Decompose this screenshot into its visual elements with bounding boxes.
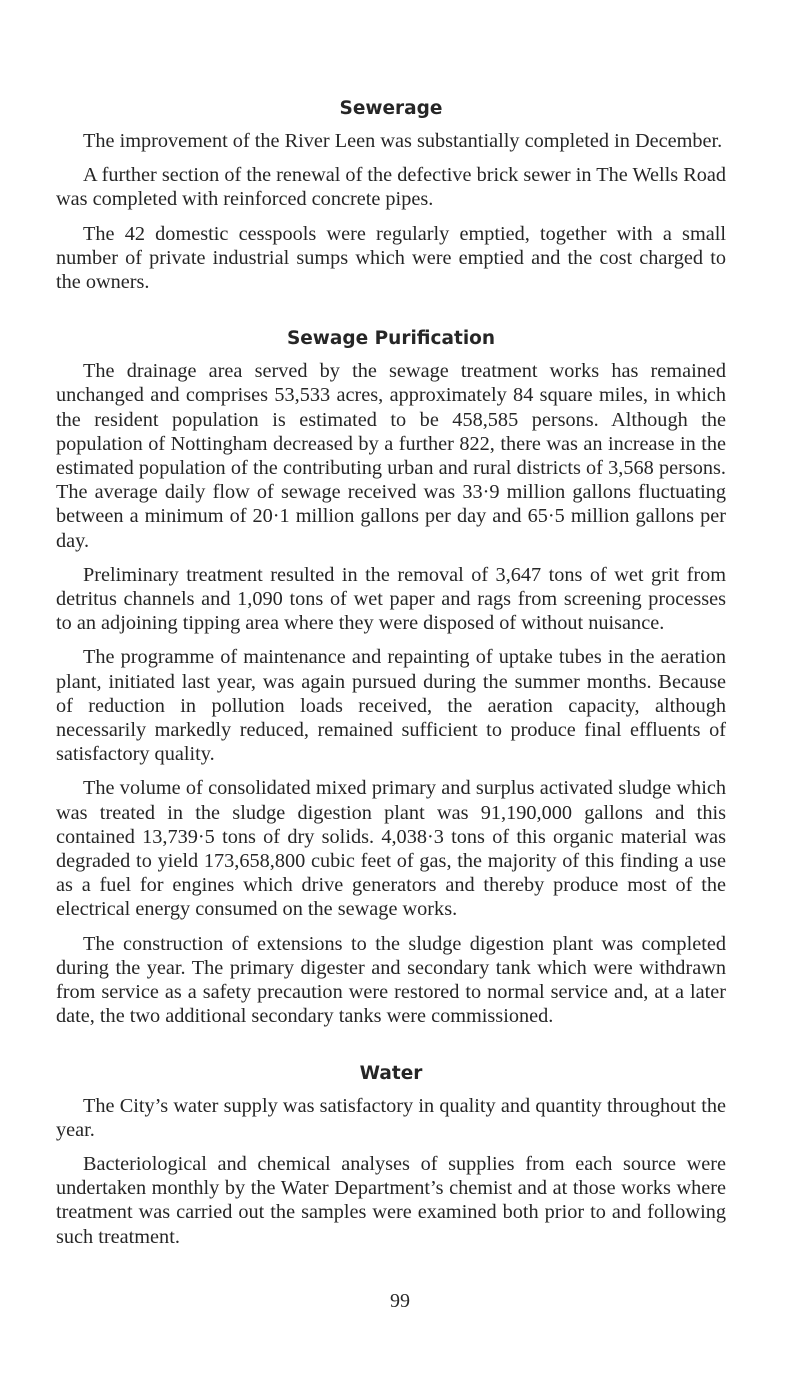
- paragraph: The City’s water supply was satisfactory in quality and quantity throughout the year.: [56, 1094, 726, 1141]
- paragraph: Bacteriological and chemical analyses of supplies from each source were undertaken monthly by the Water Department’s chemist and at those works where treatment was carried out the samples were examined both prior to and following such treatment.: [56, 1152, 726, 1248]
- paragraph: The improvement of the River Leen was substantially completed in December.: [83, 130, 723, 152]
- paragraph: The 42 domestic cesspools were regularly emptied, together with a small number of private industrial sumps which were emptied and the cost charged to the owners.: [56, 222, 726, 294]
- paragraph: The volume of consolidated mixed primary and surplus activated sludge which was treated in the sludge digestion plant was 91,190,000 gallons and this contained 13,739·5 tons of dry solids. 4,038·3 tons of this organic material was degraded to yield 173,658,800 cubic feet of gas, the majority of this finding a use as a fuel for engines which drive generators and thereby produce most of the electrical energy consumed on the sewage works.: [56, 777, 726, 921]
- paragraph: The construction of extensions to the sludge digestion plant was completed during the year. The primary digester and secondary tank which were withdrawn from service as a safety precaution were restored to normal service and, at a later date, the two additional secondary tanks were commissioned.: [56, 932, 726, 1028]
- section-heading: Water: [359, 1062, 423, 1084]
- page-number: 99: [390, 1290, 410, 1312]
- paragraph: The programme of maintenance and repainting of uptake tubes in the aeration plant, initiated last year, was again pursued during the summer months. Because of reduction in pollution loads received, the aeration capacity, although necessarily markedly reduced, remained sufficient to produce final effluents of satisfactory quality.: [56, 646, 726, 766]
- section-water: [56, 1061, 726, 1249]
- paragraph: The drainage area served by the sewage treatment works has remained unchanged and comprises 53,533 acres, approximately 84 square miles, in which the resident population is estimated to be 458,585 persons. Although the population of Nottingham decreased by a further 822, there was an increase in the estimated population of the contributing urban and rural districts of 3,568 persons. The average daily flow of sewage received was 33·9 million gallons fluctuating between a minimum of 20·1 million gallons per day and 65·5 million gallons per day.: [56, 360, 726, 552]
- section-sewage-purification: [56, 326, 726, 1028]
- paragraph: A further section of the renewal of the defective brick sewer in The Wells Road was completed with reinforced concrete pipes.: [56, 164, 727, 211]
- document-page: [56, 96, 726, 1259]
- paragraph: Preliminary treatment resulted in the removal of 3,647 tons of wet grit from detritus channels and 1,090 tons of wet paper and rags from screening processes to an adjoining tipping area where they were disposed of without nuisance.: [56, 563, 726, 635]
- section-heading: Sewerage: [339, 98, 443, 119]
- section-sewerage: [56, 96, 726, 294]
- section-spacer: [56, 1039, 726, 1061]
- section-spacer: [56, 304, 726, 326]
- section-heading: Sewage Purification: [286, 328, 496, 350]
